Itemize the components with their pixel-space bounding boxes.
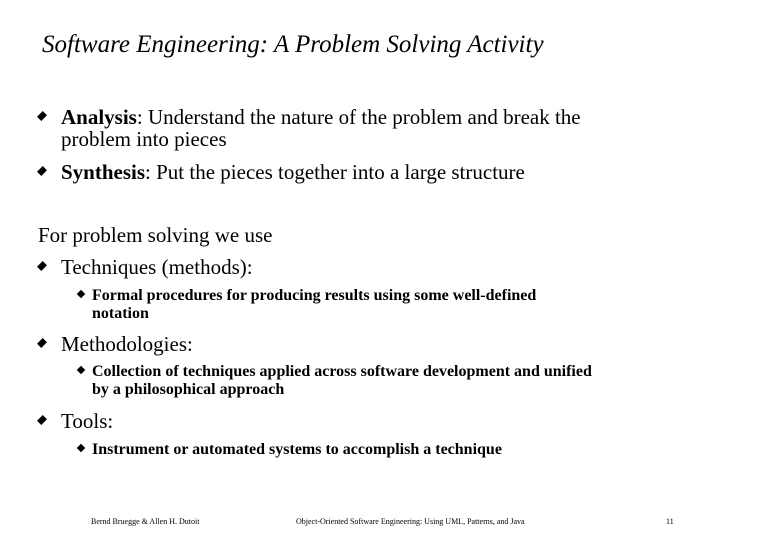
slide-title: Software Engineering: A Problem Solving Activity — [42, 31, 544, 58]
tools-desc-line1: Instrument or automated systems to accomplish a technique — [92, 441, 502, 458]
footer-page-number: 11 — [666, 517, 674, 526]
techniques-desc-line1: Formal procedures for producing results using some well-defined — [92, 287, 537, 304]
bullet-synthesis-line1 — [61, 161, 525, 183]
methodologies-desc-line2: by a philosophical approach — [92, 381, 285, 398]
diamond-bullet-icon — [37, 111, 47, 121]
small-diamond-bullet-icon — [77, 444, 85, 452]
diamond-bullet-icon — [37, 261, 47, 271]
diamond-bullet-icon — [37, 338, 47, 348]
analysis-description: : Understand the nature of the problem and break the — [136, 105, 581, 129]
bullet-analysis-line1 — [61, 106, 581, 128]
term-synthesis: Synthesis — [61, 160, 146, 184]
footer-authors: Bernd Bruegge & Allen H. Dutoit — [91, 517, 200, 526]
techniques-desc-line2: notation — [92, 305, 149, 322]
tools-label: Tools: — [61, 409, 114, 433]
bullet-analysis-line2: problem into pieces — [61, 127, 227, 151]
small-diamond-bullet-icon — [77, 290, 85, 298]
small-diamond-bullet-icon — [77, 366, 85, 374]
techniques-label: Techniques (methods): — [61, 255, 253, 279]
methodologies-label: Methodologies: — [61, 332, 193, 356]
diamond-bullet-icon — [37, 166, 47, 176]
diamond-bullet-icon — [37, 415, 47, 425]
methodologies-desc-line1: Collection of techniques applied across software development and unified — [92, 363, 592, 380]
footer-book-title: Object-Oriented Software Engineering: Using UML, Patterns, and Java — [296, 517, 525, 526]
intro-text: For problem solving we use — [38, 223, 273, 247]
synthesis-description: : Put the pieces together into a large structure — [145, 160, 525, 184]
term-analysis: Analysis — [61, 105, 137, 129]
